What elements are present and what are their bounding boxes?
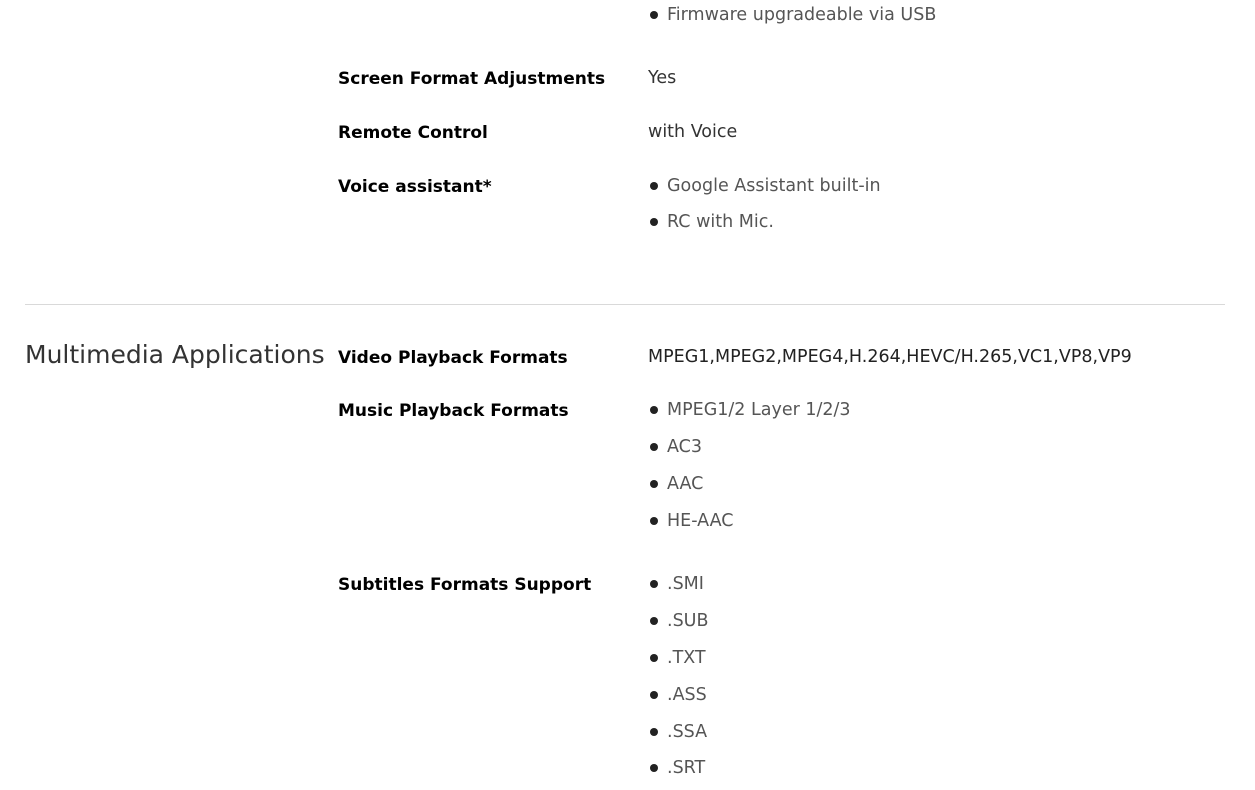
- spec-label-screen-format: Screen Format Adjustments: [338, 69, 606, 89]
- list-item: [648, 176, 881, 196]
- bullet-icon: [650, 654, 658, 662]
- firmware-text: Firmware upgradeable via USB: [667, 5, 937, 25]
- list-item: [648, 648, 706, 668]
- voice-assistant-item: RC with Mic.: [667, 212, 774, 232]
- bullet-icon: [650, 728, 658, 736]
- bullet-icon: [650, 182, 658, 190]
- subtitle-format-item: .SSA: [667, 722, 708, 742]
- section-title-multimedia: Multimedia Applications: [25, 340, 325, 369]
- bullet-icon: [650, 218, 658, 226]
- music-format-item: AC3: [667, 437, 703, 457]
- music-format-item: AAC: [667, 474, 704, 494]
- music-format-item: MPEG1/2 Layer 1/2/3: [667, 400, 851, 420]
- spec-label-remote-control: Remote Control: [338, 123, 488, 143]
- list-item: [648, 212, 774, 232]
- list-item: [648, 511, 734, 531]
- list-item: [648, 758, 705, 778]
- list-item: [648, 611, 709, 631]
- list-item: [648, 722, 707, 742]
- bullet-icon: [650, 443, 658, 451]
- spec-label-video-playback: Video Playback Formats: [338, 348, 568, 368]
- bullet-icon: [650, 480, 658, 488]
- list-item: [648, 400, 851, 420]
- subtitle-format-item: .SMI: [667, 574, 704, 594]
- music-format-item: HE-AAC: [667, 511, 734, 531]
- bullet-icon: [650, 617, 658, 625]
- spec-label-subtitles: Subtitles Formats Support: [338, 575, 592, 595]
- spec-value-video-playback: MPEG1,MPEG2,MPEG4,H.264,HEVC/H.265,VC1,VP8,VP9: [648, 347, 1132, 367]
- bullet-icon: [650, 580, 658, 588]
- spec-label-music-playback: Music Playback Formats: [338, 401, 569, 421]
- bullet-icon: [650, 764, 658, 772]
- spec-value-screen-format: Yes: [648, 68, 677, 88]
- subtitle-format-item: .SRT: [667, 758, 706, 778]
- bullet-icon: [650, 406, 658, 414]
- list-item: [648, 5, 936, 25]
- section-divider: [25, 304, 1225, 305]
- voice-assistant-item: Google Assistant built-in: [667, 176, 881, 196]
- list-item: [648, 685, 707, 705]
- spec-label-voice-assistant: Voice assistant*: [338, 177, 492, 197]
- list-item: [648, 437, 702, 457]
- list-item: [648, 574, 704, 594]
- subtitle-format-item: .TXT: [667, 648, 706, 668]
- subtitle-format-item: .SUB: [667, 611, 709, 631]
- bullet-icon: [650, 691, 658, 699]
- spec-value-remote-control: with Voice: [648, 122, 738, 142]
- bullet-icon: [650, 11, 658, 19]
- list-item: [648, 474, 703, 494]
- bullet-icon: [650, 517, 658, 525]
- subtitle-format-item: .ASS: [667, 685, 707, 705]
